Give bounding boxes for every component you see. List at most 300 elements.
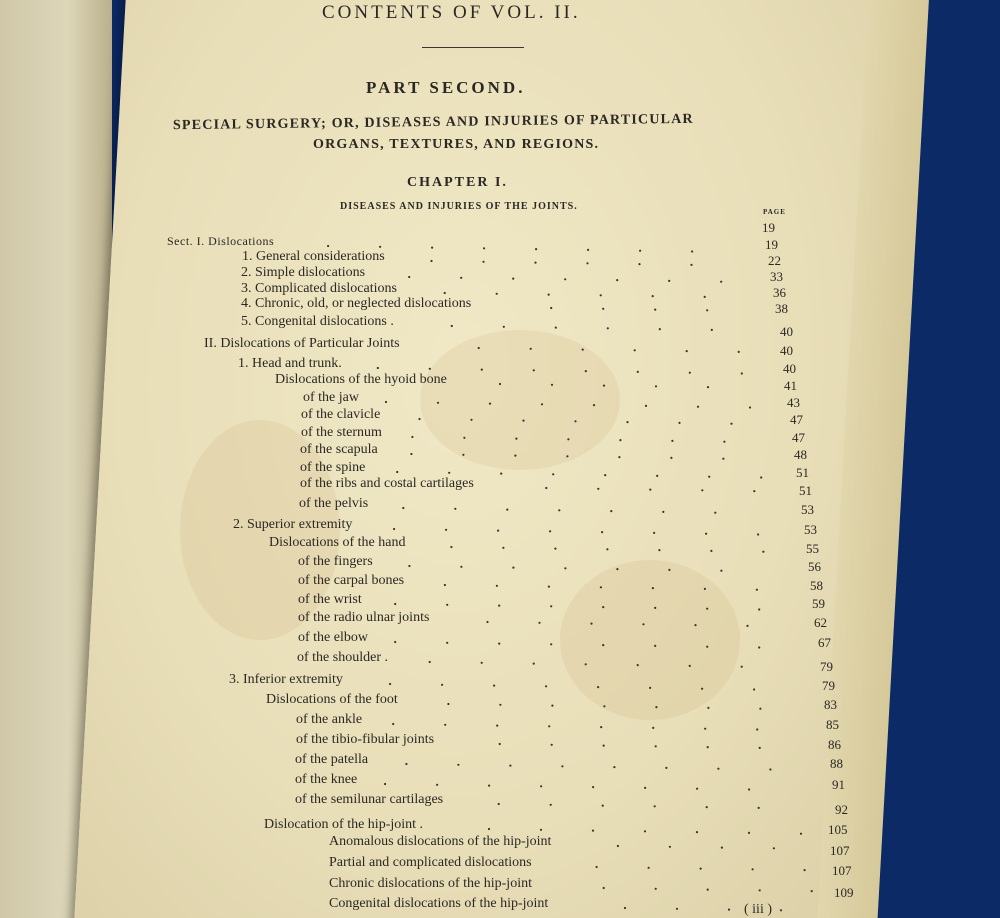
leader-dot <box>701 489 703 491</box>
leader-dot <box>707 386 709 388</box>
leader-dot <box>590 623 592 625</box>
leader-dot <box>489 403 491 405</box>
leader-dot <box>655 888 657 890</box>
chapter-subtitle: DISEASES AND INJURIES OF THE JOINTS. <box>340 201 578 212</box>
leader-dot <box>498 643 500 645</box>
leader-dot <box>696 788 698 790</box>
leader-dot <box>430 260 432 262</box>
toc-entry: 3. Complicated dislocations <box>241 281 397 296</box>
leader-dot <box>411 436 413 438</box>
leader-dot <box>447 703 449 705</box>
toc-page-number: 51 <box>796 465 809 480</box>
leader-dot <box>561 765 563 767</box>
leader-dot <box>689 372 691 374</box>
leader-dot <box>600 726 602 728</box>
leader-dot <box>652 295 654 297</box>
leader-dot <box>746 625 748 627</box>
leader-dot <box>758 608 760 610</box>
title-rule <box>422 47 524 48</box>
leader-dot <box>587 249 589 251</box>
leader-dot <box>454 508 456 510</box>
toc-entry: of the fingers <box>298 554 373 569</box>
leader-dot <box>706 309 708 311</box>
leader-dot <box>637 664 639 666</box>
leader-dot <box>759 747 761 749</box>
leader-dot <box>515 438 517 440</box>
toc-entry: of the tibio-fibular joints <box>296 732 435 747</box>
toc-entry: 2. Simple dislocations <box>241 265 366 280</box>
leader-dot <box>499 743 501 745</box>
leader-dot <box>597 488 599 490</box>
leader-dot <box>540 785 542 787</box>
leader-dot <box>402 507 404 509</box>
leader-dot <box>720 281 722 283</box>
leader-dot <box>654 607 656 609</box>
leader-dot <box>753 688 755 690</box>
leader-dot <box>500 473 502 475</box>
leader-dot <box>592 786 594 788</box>
leader-dot <box>691 250 693 252</box>
leader-dot <box>756 728 758 730</box>
toc-entry: II. Dislocations of Particular Joints <box>204 336 400 351</box>
toc-entry: of the ankle <box>296 712 363 727</box>
folio: ( iii ) <box>744 902 772 917</box>
toc-page-number: 19 <box>762 220 775 235</box>
leader-dot <box>550 643 552 645</box>
leader-dot <box>538 622 540 624</box>
leader-dot <box>653 532 655 534</box>
toc-entry: Congenital dislocations of the hip-joint <box>329 896 549 911</box>
leader-dot <box>499 383 501 385</box>
leader-dot <box>639 250 641 252</box>
toc-page-number: 83 <box>824 697 837 712</box>
toc-page-number: 40 <box>780 343 793 358</box>
leader-dot <box>752 868 754 870</box>
toc-entry: of the knee <box>295 772 358 787</box>
leader-dot <box>558 509 560 511</box>
leader-dot <box>811 890 813 892</box>
leader-dot <box>717 768 719 770</box>
leader-dot <box>669 846 671 848</box>
leader-dot <box>800 833 802 835</box>
leader-dot <box>444 584 446 586</box>
toc-page-number: 40 <box>780 324 793 339</box>
leader-dot <box>697 406 699 408</box>
leader-dot <box>496 725 498 727</box>
leader-dot <box>444 724 446 726</box>
toc-entry: Dislocation of the hip-joint . <box>264 817 424 832</box>
leader-dot <box>488 828 490 830</box>
toc-page-number: 107 <box>830 843 850 858</box>
leader-dot <box>385 401 387 403</box>
leader-dot <box>462 454 464 456</box>
leader-dot <box>665 767 667 769</box>
leader-dot <box>470 419 472 421</box>
leader-dot <box>549 530 551 532</box>
toc-page-number: 36 <box>773 285 786 300</box>
leader-dot <box>686 350 688 352</box>
leader-dot <box>756 589 758 591</box>
leader-dot <box>396 471 398 473</box>
leader-dot <box>662 511 664 513</box>
leader-dot <box>644 787 646 789</box>
leader-dot <box>603 705 605 707</box>
leader-dot <box>602 805 604 807</box>
leader-dot <box>522 420 524 422</box>
leader-dot <box>624 907 626 909</box>
toc-entry: of the carpal bones <box>298 573 405 588</box>
leader-dot <box>723 441 725 443</box>
toc-page-number: 22 <box>768 253 781 268</box>
leader-dot <box>708 476 710 478</box>
toc-entry: 2. Superior extremity <box>233 517 353 532</box>
leader-dot <box>389 683 391 685</box>
toc-entry: of the scapula <box>300 442 378 457</box>
leader-dot <box>707 889 709 891</box>
leader-dot <box>602 308 604 310</box>
leader-dot <box>758 807 760 809</box>
toc-page-number: 56 <box>808 559 821 574</box>
leader-dot <box>460 277 462 279</box>
leader-dot <box>741 372 743 374</box>
leader-dot <box>429 368 431 370</box>
toc-entry: Anomalous dislocations of the hip-joint <box>329 834 552 849</box>
leader-dot <box>481 662 483 664</box>
leader-dot <box>460 566 462 568</box>
leader-dot <box>384 783 386 785</box>
leader-dot <box>488 785 490 787</box>
leader-dot <box>655 706 657 708</box>
toc-page-number: 62 <box>814 615 827 630</box>
toc-page-number: 47 <box>792 430 805 445</box>
toc-page-number: 107 <box>832 863 852 878</box>
leader-dot <box>603 887 605 889</box>
leader-dot <box>757 533 759 535</box>
toc-page-number: 51 <box>799 483 812 498</box>
leader-dot <box>704 588 706 590</box>
toc-entry: 1. Head and trunk. <box>238 356 342 371</box>
leader-dot <box>619 439 621 441</box>
leader-dot <box>585 370 587 372</box>
leader-dot <box>478 347 480 349</box>
leader-dot <box>707 707 709 709</box>
leader-dot <box>689 665 691 667</box>
toc-entry: of the elbow <box>298 630 368 645</box>
leader-dot <box>606 548 608 550</box>
leader-dot <box>655 745 657 747</box>
leader-dot <box>436 784 438 786</box>
leader-dot <box>656 475 658 477</box>
leader-dot <box>668 280 670 282</box>
leader-dot <box>393 528 395 530</box>
leader-dot <box>749 406 751 408</box>
leader-dot <box>769 768 771 770</box>
leader-dot <box>704 296 706 298</box>
leader-dot <box>748 832 750 834</box>
leader-dot <box>533 369 535 371</box>
leader-dot <box>506 509 508 511</box>
toc-page-number: 48 <box>794 447 807 462</box>
toc-page-number: 59 <box>812 596 825 611</box>
leader-dot <box>728 909 730 911</box>
leader-dot <box>649 489 651 491</box>
toc-entry: Dislocations of the foot <box>266 692 398 707</box>
leader-dot <box>626 421 628 423</box>
leader-dot <box>483 247 485 249</box>
leader-dot <box>445 529 447 531</box>
leader-dot <box>654 309 656 311</box>
leader-dot <box>441 684 443 686</box>
leader-dot <box>493 685 495 687</box>
leader-dot <box>392 723 394 725</box>
toc-entry: of the ribs and costal cartilages <box>300 476 474 491</box>
leader-dot <box>450 546 452 548</box>
leader-dot <box>704 728 706 730</box>
leader-dot <box>429 661 431 663</box>
leader-dot <box>533 663 535 665</box>
toc-entry: Dislocations of the hand <box>269 535 406 550</box>
leader-dot <box>551 744 553 746</box>
leader-dot <box>601 531 603 533</box>
leader-dot <box>659 328 661 330</box>
leader-dot <box>600 294 602 296</box>
leader-dot <box>552 473 554 475</box>
leader-dot <box>645 405 647 407</box>
leader-dot <box>394 641 396 643</box>
leader-dot <box>567 438 569 440</box>
toc-page-number: 41 <box>784 378 797 393</box>
leader-dot <box>706 608 708 610</box>
leader-dot <box>706 646 708 648</box>
leader-dot <box>548 294 550 296</box>
toc-page-number: 67 <box>818 635 831 650</box>
leader-dot <box>327 245 329 247</box>
toc-page-number: 53 <box>801 502 814 517</box>
toc-page-number: 109 <box>834 885 854 900</box>
leader-dot <box>600 586 602 588</box>
toc-page-number: 85 <box>826 717 839 732</box>
leader-dot <box>610 510 612 512</box>
toc-entry: 3. Inferior extremity <box>229 672 343 687</box>
leader-dot <box>550 804 552 806</box>
leader-dot <box>394 603 396 605</box>
leader-dot <box>644 830 646 832</box>
toc-entry: of the shoulder . <box>297 650 388 665</box>
leader-dot <box>550 605 552 607</box>
toc-page-number: 47 <box>790 412 803 427</box>
toc-entry: of the wrist <box>298 592 362 607</box>
toc-page-number: 43 <box>787 395 800 410</box>
leader-dot <box>780 909 782 911</box>
toc-entry: Dislocations of the hyoid bone <box>275 372 447 387</box>
leader-dot <box>616 279 618 281</box>
leader-dot <box>586 262 588 264</box>
leader-dot <box>655 385 657 387</box>
leader-dot <box>676 908 678 910</box>
leader-dot <box>618 456 620 458</box>
leader-dot <box>694 624 696 626</box>
leader-dot <box>696 831 698 833</box>
leader-dot <box>437 402 439 404</box>
leader-dot <box>582 349 584 351</box>
leader-dot <box>762 551 764 553</box>
leader-dot <box>607 327 609 329</box>
leader-dot <box>603 745 605 747</box>
leader-dot <box>512 278 514 280</box>
toc-entry: Chronic dislocations of the hip-joint <box>329 876 532 891</box>
leader-dot <box>503 326 505 328</box>
toc-entry: of the sternum <box>301 425 382 440</box>
leader-dot <box>566 455 568 457</box>
toc-entry: 4. Chronic, old, or neglected dislocations <box>241 296 472 311</box>
leader-dot <box>759 889 761 891</box>
toc-entry: Partial and complicated dislocations <box>329 855 532 870</box>
leader-dot <box>654 805 656 807</box>
page-column-label: PAGE <box>763 208 786 216</box>
leader-dot <box>444 292 446 294</box>
leader-dot <box>649 687 651 689</box>
leader-dot <box>405 763 407 765</box>
leader-dot <box>408 276 410 278</box>
page-title: CONTENTS OF VOL. II. <box>322 2 581 23</box>
leader-dot <box>482 261 484 263</box>
leader-dot <box>545 685 547 687</box>
leader-dot <box>652 587 654 589</box>
leader-dot <box>617 845 619 847</box>
leader-dot <box>706 806 708 808</box>
leader-dot <box>446 642 448 644</box>
toc-entry: of the spine <box>300 460 366 475</box>
leader-dot <box>431 247 433 249</box>
toc-entry: of the clavicle <box>301 407 381 422</box>
leader-dot <box>690 264 692 266</box>
leader-dot <box>463 437 465 439</box>
leader-dot <box>457 764 459 766</box>
toc-page-number: 38 <box>775 301 788 316</box>
toc-page-number: 19 <box>765 237 778 252</box>
leader-dot <box>550 307 552 309</box>
leader-dot <box>753 490 755 492</box>
leader-dot <box>574 420 576 422</box>
leader-dot <box>551 705 553 707</box>
leader-dot <box>738 351 740 353</box>
leader-dot <box>652 727 654 729</box>
leader-dot <box>711 329 713 331</box>
leader-dot <box>760 476 762 478</box>
leader-dot <box>564 567 566 569</box>
leader-dot <box>448 472 450 474</box>
leader-dot <box>530 348 532 350</box>
leader-dot <box>707 746 709 748</box>
leader-dot <box>759 708 761 710</box>
toc-page-number: 40 <box>783 361 796 376</box>
leader-dot <box>603 385 605 387</box>
leader-dot <box>486 621 488 623</box>
part-subtitle-line2: ORGANS, TEXTURES, AND REGIONS. <box>313 137 600 152</box>
leader-dot <box>379 246 381 248</box>
leader-dot <box>642 623 644 625</box>
leader-dot <box>481 369 483 371</box>
leader-dot <box>705 533 707 535</box>
toc-page-number: 86 <box>828 737 841 752</box>
leader-dot <box>585 663 587 665</box>
leader-dot <box>592 830 594 832</box>
leader-dot <box>700 868 702 870</box>
leader-dot <box>616 568 618 570</box>
leader-dot <box>446 604 448 606</box>
leader-dot <box>451 325 453 327</box>
toc-page-number: 79 <box>822 678 835 693</box>
leader-dot <box>498 803 500 805</box>
toc-entry: Sect. I. Dislocations <box>167 234 275 248</box>
leader-dot <box>554 548 556 550</box>
leader-dot <box>551 384 553 386</box>
leader-dot <box>540 829 542 831</box>
leader-dot <box>671 440 673 442</box>
leader-dot <box>668 569 670 571</box>
toc-entry: of the pelvis <box>299 496 369 511</box>
toc-entry: 5. Congenital dislocations . <box>241 314 394 329</box>
leader-dot <box>722 458 724 460</box>
toc-page-number: 105 <box>828 822 848 837</box>
leader-dot <box>410 453 412 455</box>
leader-dot <box>509 765 511 767</box>
leader-dot <box>593 404 595 406</box>
toc-page-number: 91 <box>832 777 845 792</box>
leader-dot <box>535 248 537 250</box>
toc-entry: of the radio ulnar joints <box>298 610 430 625</box>
leader-dot <box>613 766 615 768</box>
toc-page-number: 79 <box>820 659 833 674</box>
leader-dot <box>545 487 547 489</box>
leader-dot <box>748 788 750 790</box>
leader-dot <box>758 646 760 648</box>
leader-dot <box>730 423 732 425</box>
leader-dot <box>720 570 722 572</box>
leader-dot <box>701 688 703 690</box>
leader-dot <box>541 403 543 405</box>
leader-dot <box>597 686 599 688</box>
leader-dot <box>497 530 499 532</box>
leader-dot <box>654 645 656 647</box>
toc-entry: of the patella <box>295 752 369 767</box>
leader-dot <box>548 725 550 727</box>
leader-dot <box>596 866 598 868</box>
leader-dot <box>555 327 557 329</box>
leader-dot <box>637 371 639 373</box>
leader-dot <box>804 869 806 871</box>
leader-dot <box>741 666 743 668</box>
leader-dot <box>512 567 514 569</box>
leader-dot <box>648 867 650 869</box>
leader-dot <box>721 847 723 849</box>
toc-page-number: 33 <box>770 269 783 284</box>
leader-dot <box>670 457 672 459</box>
leader-dot <box>714 512 716 514</box>
toc-page-number: 58 <box>810 578 823 593</box>
leader-dot <box>418 418 420 420</box>
leader-dot <box>710 550 712 552</box>
leader-dot <box>638 263 640 265</box>
leader-dot <box>496 585 498 587</box>
leader-dot <box>634 349 636 351</box>
leader-dot <box>408 565 410 567</box>
leader-dot <box>502 547 504 549</box>
leader-dot <box>602 606 604 608</box>
leader-dot <box>496 293 498 295</box>
leader-dot <box>773 847 775 849</box>
toc-entry: of the jaw <box>303 390 359 405</box>
